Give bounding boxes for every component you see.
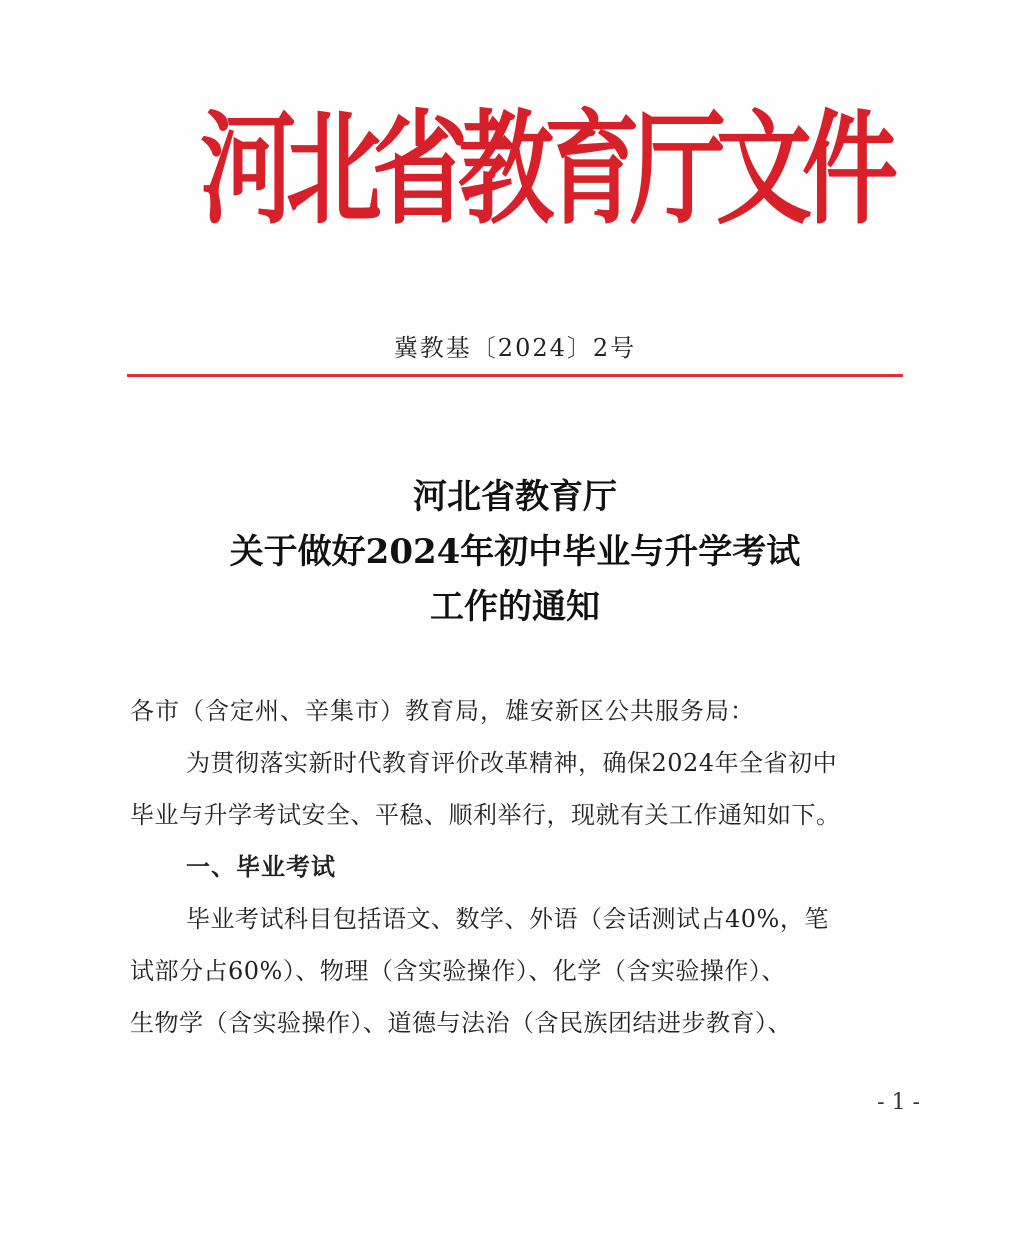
page-number: - 1 - <box>877 1090 920 1115</box>
section-line-3: 生物学（含实验操作）、道德与法治（含民族团结进步教育）、 <box>130 1009 792 1037</box>
intro-line-1: 为贯彻落实新时代教育评价改革精神，确保2024年全省初中 <box>186 749 838 777</box>
masthead-title: 河北省教育厅文件 <box>200 98 888 242</box>
notice-body <box>130 685 920 1049</box>
notice-title <box>0 470 1030 635</box>
notice-title-line-2: 关于做好2024年初中毕业与升学考试 <box>229 532 801 572</box>
document-number: 冀教基〔2024〕2号 <box>393 334 637 362</box>
notice-title-line-3: 工作的通知 <box>430 587 600 627</box>
red-divider-line <box>127 374 903 377</box>
section-heading: 一、毕业考试 <box>186 853 336 881</box>
salutation: 各市（含定州、辛集市）教育局，雄安新区公共服务局： <box>130 697 755 725</box>
section-line-2: 试部分占60%）、物理（含实验操作）、化学（含实验操作）、 <box>130 957 786 985</box>
section-line-1: 毕业考试科目包括语文、数学、外语（会话测试占40%，笔 <box>186 905 829 933</box>
notice-title-line-1: 河北省教育厅 <box>413 477 617 517</box>
intro-line-2: 毕业与升学考试安全、平稳、顺利举行，现就有关工作通知如下。 <box>130 801 841 829</box>
